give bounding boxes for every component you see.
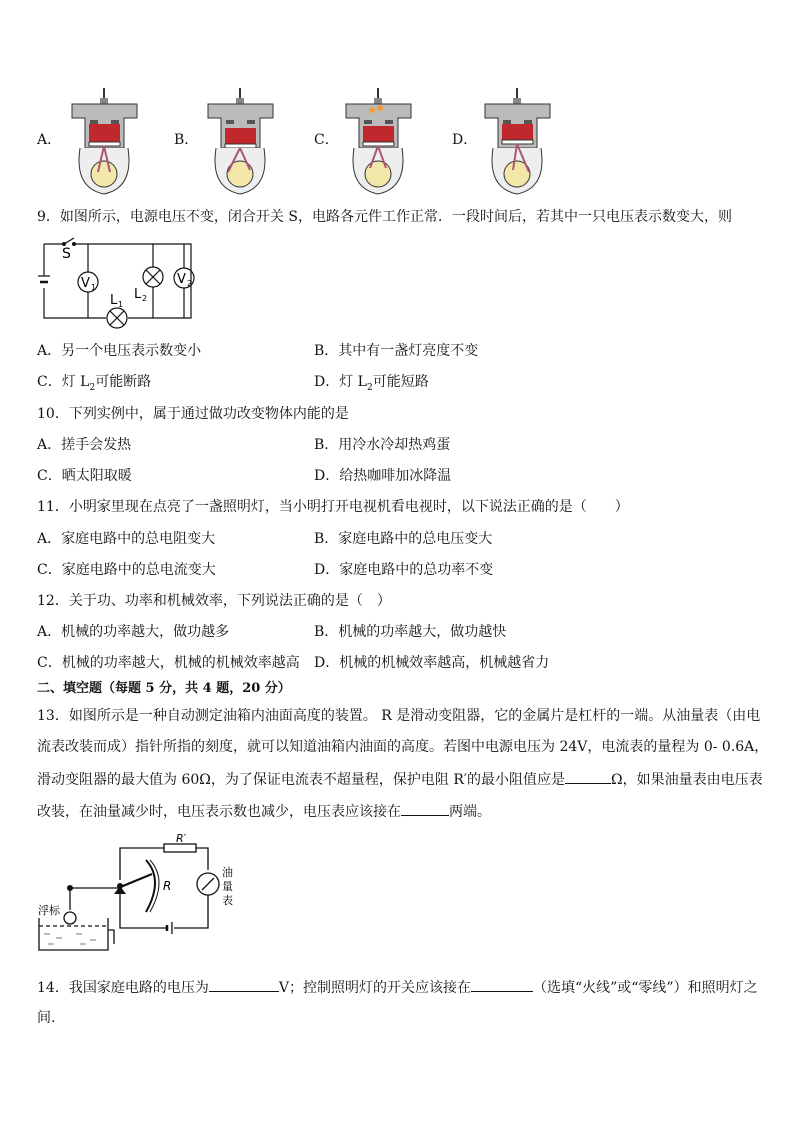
- q13-blank-2[interactable]: [401, 801, 449, 816]
- q14-blank-1[interactable]: [209, 977, 279, 992]
- q13-r-label: R: [163, 879, 172, 893]
- q9-stem: 9．如图所示，电源电压不变，闭合开关 S，电路各元件工作正常．一段时间后，若其中一只电压表示数变大，则: [37, 209, 732, 225]
- engine-diagram-c: [336, 88, 421, 196]
- q13-meter-label-3: 表: [222, 894, 233, 907]
- q9-option-c: C．灯 $L_2$可能断路: [37, 374, 152, 393]
- q13-meter-label-1: 油: [222, 866, 233, 879]
- engine-option-d-label: D．: [452, 132, 478, 148]
- q13-line-2: 流表改装而成）指针所指的刻度，就可以知道油箱内油面的高度。若图中电源电压为 24V，电流表的量程为 0- 0.6A，: [37, 739, 769, 755]
- section-2-title: 二、填空题（每题 5 分，共 4 题，20 分）: [37, 681, 291, 696]
- q9-l1-sub: 1: [118, 300, 124, 309]
- engine-diagram-b: [198, 88, 283, 196]
- q12-option-c: C．机械的功率越大，机械的机械效率越高: [37, 655, 300, 671]
- q9-circuit-diagram: [36, 236, 206, 332]
- q9-option-d: D．灯 $L_2$可能短路: [314, 374, 429, 393]
- q12-option-b: B．机械的功率越大，做功越快: [314, 624, 507, 640]
- q13-line-1: 13．如图所示是一种自动测定油箱内油面高度的装置。 R 是滑动变阻器，它的金属片是杠杆的一端。从油量表（由电: [37, 708, 761, 724]
- q13-oil-gauge-diagram: [36, 830, 248, 960]
- q13-float-label: 浮标: [38, 904, 60, 917]
- q12-option-a: A．机械的功率越大，做功越多: [37, 624, 230, 640]
- q11-option-d: D．家庭电路中的总功率不变: [314, 562, 494, 578]
- engine-option-b-label: B．: [174, 132, 199, 148]
- engine-diagram-a: [62, 88, 147, 196]
- q9-option-b: B．其中有一盏灯亮度不变: [314, 343, 479, 359]
- q11-option-a: A．家庭电路中的总电阻变大: [37, 531, 216, 547]
- q10-stem: 10．下列实例中，属于通过做功改变物体内能的是: [37, 406, 349, 422]
- engine-diagram-d: [475, 88, 560, 196]
- q14-blank-2[interactable]: [471, 977, 533, 992]
- q10-option-c: C．晒太阳取暖: [37, 468, 132, 484]
- q10-option-b: B．用冷水冷却热鸡蛋: [314, 437, 451, 453]
- q13-line-3: 滑动变阻器的最大值为 60Ω，为了保证电流表不超量程，保护电阻 R′的最小阻值应是 Ω，如果油量表由电压表: [37, 769, 763, 789]
- q13-meter-label-2: 量: [222, 880, 233, 893]
- q9-l2-sub: 2: [142, 294, 148, 303]
- q10-option-a: A．搓手会发热: [37, 437, 132, 453]
- q13-blank-1[interactable]: [565, 769, 611, 784]
- q11-stem: 11．小明家里现在点亮了一盏照明灯，当小明打开电视机看电视时，以下说法正确的是（ ）: [37, 499, 629, 515]
- q13-line-4: 改装，在油量减少时，电压表示数也减少，电压表应该接在 两端。: [37, 801, 491, 821]
- q14-line-2: 间.: [37, 1010, 56, 1026]
- engine-option-a-label: A．: [37, 132, 62, 148]
- q9-l2-label: L: [134, 287, 142, 302]
- q11-option-b: B．家庭电路中的总电压变大: [314, 531, 493, 547]
- q14-line-1: 14．我国家庭电路的电压为 V；控制照明灯的开关应该接在 （选填“火线”或“零线”）和照明灯之: [37, 977, 758, 997]
- q9-option-a: A．另一个电压表示数变小: [37, 343, 202, 359]
- q9-v2-sub: 2: [187, 279, 193, 288]
- q10-option-d: D．给热咖啡加冰降温: [314, 468, 452, 484]
- q9-l1-label: L: [110, 293, 118, 308]
- q12-stem: 12．关于功、功率和机械效率，下列说法正确的是（ ）: [37, 593, 391, 609]
- q9-switch-label: S: [62, 246, 71, 262]
- q9-v2-label: V: [177, 272, 186, 287]
- q11-option-c: C．家庭电路中的总电流变大: [37, 562, 216, 578]
- engine-option-c-label: C．: [314, 132, 339, 148]
- q12-option-d: D．机械的机械效率越高，机械越省力: [314, 655, 550, 671]
- q13-rprime-label: R′: [176, 832, 187, 845]
- q9-v1-sub: 1: [91, 283, 97, 292]
- q9-v1-label: V: [81, 276, 90, 291]
